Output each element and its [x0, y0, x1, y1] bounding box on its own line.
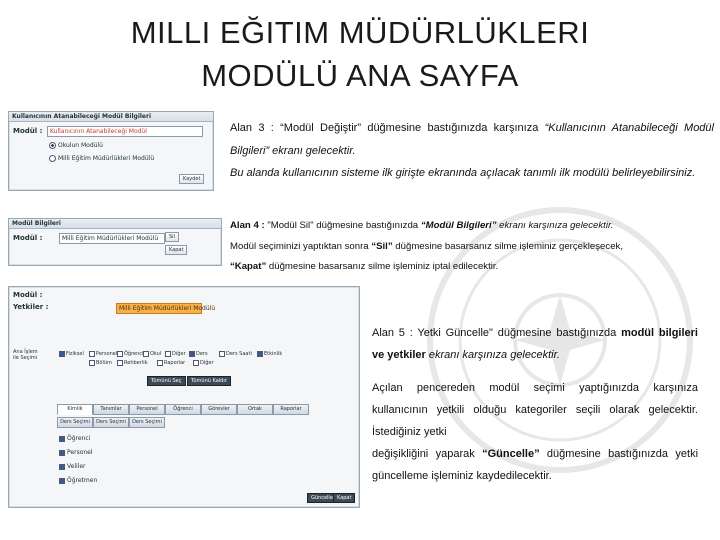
modul-label: Modül :	[13, 234, 43, 242]
alan-5-line-2: Açılan pencereden modül seçimi yaptığınızda karşınıza kullanıcının yetkili olduğu kategoriler seçili olarak gelecektir. İstediğiniz yetki	[372, 382, 698, 438]
alan-4-lead: Alan 4 :	[230, 220, 268, 231]
modul-label: Modül :	[13, 291, 43, 299]
radio-label: Okulun Modülü	[58, 142, 103, 149]
alan-5-line-3c: düğmesine bastığınızda yetki güncelleme işleminiz kaydedilecektir.	[372, 448, 699, 482]
check-ogrenci[interactable]	[117, 351, 143, 357]
checkbox-icon	[189, 351, 195, 357]
page-title-line-1: MILLI EĞITIM MÜDÜRLÜKLERI	[130, 15, 590, 50]
subtab-3[interactable]: Ders Seçimi	[129, 417, 165, 428]
alan-3-mid: düğmesine bastığınızda karşınıza	[361, 122, 545, 134]
alan-3-quote-1: “Modül Değiştir”	[280, 122, 362, 134]
alan-5-lead: Alan 5 :	[372, 327, 418, 339]
category-veliler[interactable]	[59, 463, 86, 470]
subtab-2[interactable]: Ders Seçimi	[93, 417, 129, 428]
alan-5-line-3a: değişikliğini yaparak	[372, 448, 483, 460]
checkbox-icon	[117, 351, 123, 357]
category-ogretmen[interactable]	[59, 477, 97, 484]
subtab-1[interactable]: Ders Seçimi	[57, 417, 93, 428]
check-label: Ders Saati	[226, 351, 252, 357]
checkbox-icon	[59, 436, 65, 442]
check-personel[interactable]	[89, 351, 117, 357]
alan-4-quote-1: "Modül Sil"	[267, 220, 314, 231]
sil-button[interactable]: Sil	[165, 232, 179, 242]
radio-mem-modulu[interactable]	[49, 155, 154, 162]
checkbox-icon	[59, 450, 65, 456]
tab-gorevler[interactable]: Görevler	[201, 404, 237, 415]
alan-3-description	[230, 117, 714, 185]
alan-3-tail: ekranı gelecektir.	[269, 144, 356, 157]
check-label: Personel	[96, 351, 118, 357]
checkbox-icon	[193, 360, 199, 366]
alan-4-line-3a: “Kapat”	[230, 261, 267, 272]
tumunu-sec-button[interactable]: Tümünü Seç	[147, 376, 186, 386]
module-change-screenshot	[8, 111, 214, 191]
alan-4-line-2b: “Sil”	[371, 240, 393, 252]
radio-label: Milli Eğitim Müdürlükleri Modülü	[58, 155, 155, 162]
module-delete-screenshot	[8, 218, 222, 266]
alan-4-mid: düğmesine bastığınızda	[313, 220, 421, 231]
tab-kimlik[interactable]: Kimlik	[57, 404, 93, 415]
alan-3-lead: Alan 3 :	[230, 122, 281, 134]
alan-5-line-3b: “Güncelle”	[482, 448, 540, 460]
alan-3-second: Bu alanda kullanıcının sisteme ilk girişte ekranında açılacak tanımlı ilk modülü belirleyebilirsiniz.	[230, 167, 696, 179]
checkbox-icon	[165, 351, 171, 357]
check-raporlar[interactable]	[157, 360, 185, 366]
tab-tanimlar[interactable]: Tanımlar	[93, 404, 129, 415]
radio-okul-modulu[interactable]	[49, 142, 103, 149]
radio-dot-icon	[49, 142, 56, 149]
modul-label: Modül :	[13, 127, 43, 135]
guncelle-button[interactable]: Güncelle	[307, 493, 337, 503]
check-diger-2[interactable]	[193, 360, 214, 366]
window-header: Modül Bilgileri	[9, 219, 221, 229]
check-rehberlik[interactable]	[117, 360, 147, 366]
alan-5-tail: ekranı karşınıza gelecektir.	[425, 349, 560, 361]
check-okul[interactable]	[143, 351, 161, 357]
alan-4-tail: ekranı karşınıza gelecektir.	[496, 220, 614, 231]
checkbox-icon	[59, 351, 65, 357]
check-label: Fiziksel	[66, 351, 84, 357]
check-label: Diğer	[200, 360, 214, 366]
kapat-button[interactable]: Kapat	[333, 493, 355, 503]
check-label: Etkinlik	[264, 351, 283, 357]
check-label: Okul	[150, 351, 162, 357]
alan-5-description	[372, 322, 698, 487]
alan-4-line-3b: düğmesine basarsanız silme işleminiz iptal edilecektir.	[266, 261, 499, 272]
kapat-button[interactable]: Kapat	[165, 245, 187, 255]
category-label: Veliler	[67, 463, 86, 470]
category-label: Öğretmen	[67, 477, 98, 484]
check-label: Bölüm	[96, 360, 112, 366]
alan-4-quote-2: “Modül Bilgileri”	[420, 220, 497, 231]
category-ogrenci[interactable]	[59, 435, 90, 442]
alan-5-quote-2: modül bilgileri ve yetkiler	[372, 327, 698, 361]
checkbox-icon	[143, 351, 149, 357]
tumunu-kaldir-button[interactable]: Tümünü Kaldır	[187, 376, 231, 386]
module-permissions-screenshot	[8, 286, 360, 508]
check-diger[interactable]	[165, 351, 186, 357]
checkbox-icon	[89, 351, 95, 357]
checkbox-icon	[257, 351, 263, 357]
check-fiziksel[interactable]	[59, 351, 84, 357]
check-label: Diğer	[172, 351, 186, 357]
tab-ogrenci[interactable]: Öğrenci	[165, 404, 201, 415]
checkbox-icon	[59, 464, 65, 470]
tab-raporlar[interactable]: Raporlar	[273, 404, 309, 415]
check-label: Öğrenci	[124, 351, 144, 357]
checkbox-icon	[89, 360, 95, 366]
alan-4-line-2a: Modül seçiminizi yaptıktan sonra	[230, 240, 372, 252]
alan-3-quote-2: “Kullanıcının Atanabileceği Modül Bilgileri”	[230, 122, 714, 157]
check-etkinlik[interactable]	[257, 351, 282, 357]
category-label: Personel	[67, 449, 93, 456]
window-header: Kullanıcının Atanabileceği Modül Bilgileri	[9, 112, 213, 122]
check-label: Ders	[196, 351, 208, 357]
check-label: Raporlar	[164, 360, 186, 366]
yetkiler-label: Yetkiler :	[13, 303, 49, 311]
checkbox-icon	[59, 478, 65, 484]
modul-select[interactable]: Milli Eğitim Müdürlükleri Modülü	[116, 303, 202, 314]
checkbox-icon	[157, 360, 163, 366]
kaydet-button[interactable]: Kaydet	[179, 174, 204, 184]
check-ders[interactable]	[189, 351, 208, 357]
tab-personel[interactable]: Personel	[129, 404, 165, 415]
category-label: Öğrenci	[67, 435, 91, 442]
alan-4-description	[230, 216, 700, 278]
check-label: Rehberlik	[124, 360, 148, 366]
modul-select[interactable]: Kullanıcının Atanabileceği Modül	[47, 126, 203, 137]
alan-4-line-2c: düğmesine basarsanız silme işleminiz gerçekleşecek,	[392, 240, 623, 252]
ana-islem-label: Ana İşlem ile Seçimi	[13, 349, 38, 361]
tab-ortak[interactable]: Ortak	[237, 404, 273, 415]
check-bolum[interactable]	[89, 360, 112, 366]
check-ders-saati[interactable]	[219, 351, 252, 357]
alan-5-mid: düğmesine bastığınızda	[492, 327, 622, 339]
modul-select[interactable]: Milli Eğitim Müdürlükleri Modülü	[59, 233, 165, 244]
alan-5-quote-1: Yetki Güncelle"	[417, 327, 493, 339]
page-title-line-2: MODÜLÜ ANA SAYFA	[201, 58, 519, 93]
radio-dot-icon	[49, 155, 56, 162]
checkbox-icon	[219, 351, 225, 357]
checkbox-icon	[117, 360, 123, 366]
category-personel[interactable]	[59, 449, 93, 456]
